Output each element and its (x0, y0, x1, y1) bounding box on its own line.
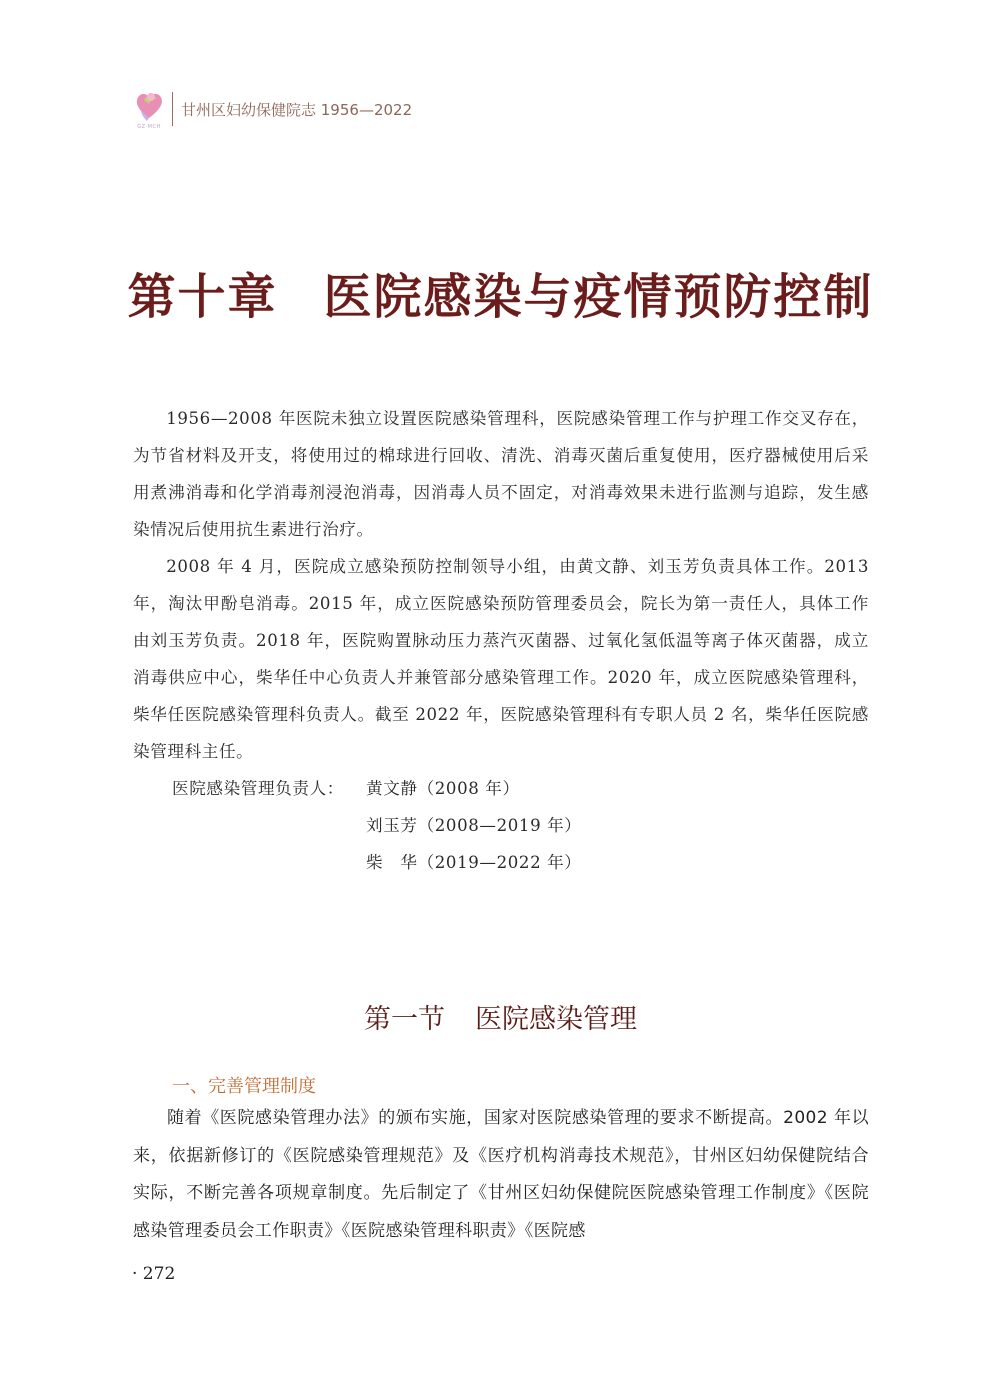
subsection-paragraph-block (133, 1100, 869, 1250)
intro-paragraph-2-block (133, 548, 869, 770)
intro-paragraph-2: 2008 年 4 月，医院成立感染预防控制领导小组，由黄文静、刘玉芳负责具体工作。2013 年，淘汰甲酚皂消毒。2015 年，成立医院感染预防管理委员会，院长为第一责任人，具体工作由刘玉芳负责。2018 年，医院购置脉动压力蒸汽灭菌器、过氧化氢低温等离子体灭菌器，成立消毒供应中心，柴华任中心负责人并兼管部分感染管理工作。2020 年，成立医院感染管理科，柴华任医院感染管理科负责人。截至 2022 年，医院感染管理科有专职人员 2 名，柴华任医院感染管理科主任。 (133, 557, 869, 761)
page-number: · 272 (132, 1264, 176, 1284)
running-header (132, 88, 412, 130)
responsible-entry: 刘玉芳（2008—2019 年） (366, 816, 582, 835)
header-divider (172, 92, 173, 126)
intro-paragraph-1: 1956—2008 年医院未独立设置医院感染管理科，医院感染管理工作与护理工作交叉存在，为节省材料及开支，将使用过的棉球进行回收、清洗、消毒灭菌后重复使用，医疗器械使用后采用煮沸消毒和化学消毒剂浸泡消毒，因消毒人员不固定，对消毒效果未进行监测与追踪，发生感染情况后使用抗生素进行治疗。 (133, 409, 869, 539)
subsection-paragraph: 随着《医院感染管理办法》的颁布实施，国家对医院感染管理的要求不断提高。2002 年以来，依据新修订的《医院感染管理规范》及《医疗机构消毒技术规范》，甘州区妇幼保健院结合实际，不断完善各项规章制度。先后制定了《甘州区妇幼保健院医院感染管理工作制度》《医院感染管理委员会工作职责》《医院感染管理科职责》《医院感 (133, 1108, 869, 1241)
responsible-entry: 柴 华（2019—2022 年） (366, 853, 582, 872)
subsection-heading: 一、完善管理制度 (172, 1076, 316, 1097)
header-title: 甘州区妇幼保健院志 1956—2022 (181, 100, 413, 119)
intro-paragraph-1-block (133, 400, 869, 548)
logo-text: GZ·MCH (137, 124, 161, 130)
logo-mark-icon (132, 88, 166, 124)
section-name: 医院感染管理 (475, 1004, 637, 1035)
chapter-name: 医院感染与疫情预防控制 (323, 269, 874, 325)
section-number: 第一节 (364, 1004, 445, 1035)
chapter-title (0, 258, 1001, 327)
chapter-number: 第十章 (127, 269, 278, 325)
responsible-entry: 黄文静（2008 年） (366, 779, 520, 798)
responsible-label: 医院感染管理负责人： (172, 779, 344, 798)
hospital-logo (132, 88, 166, 130)
section-title (0, 997, 1001, 1036)
